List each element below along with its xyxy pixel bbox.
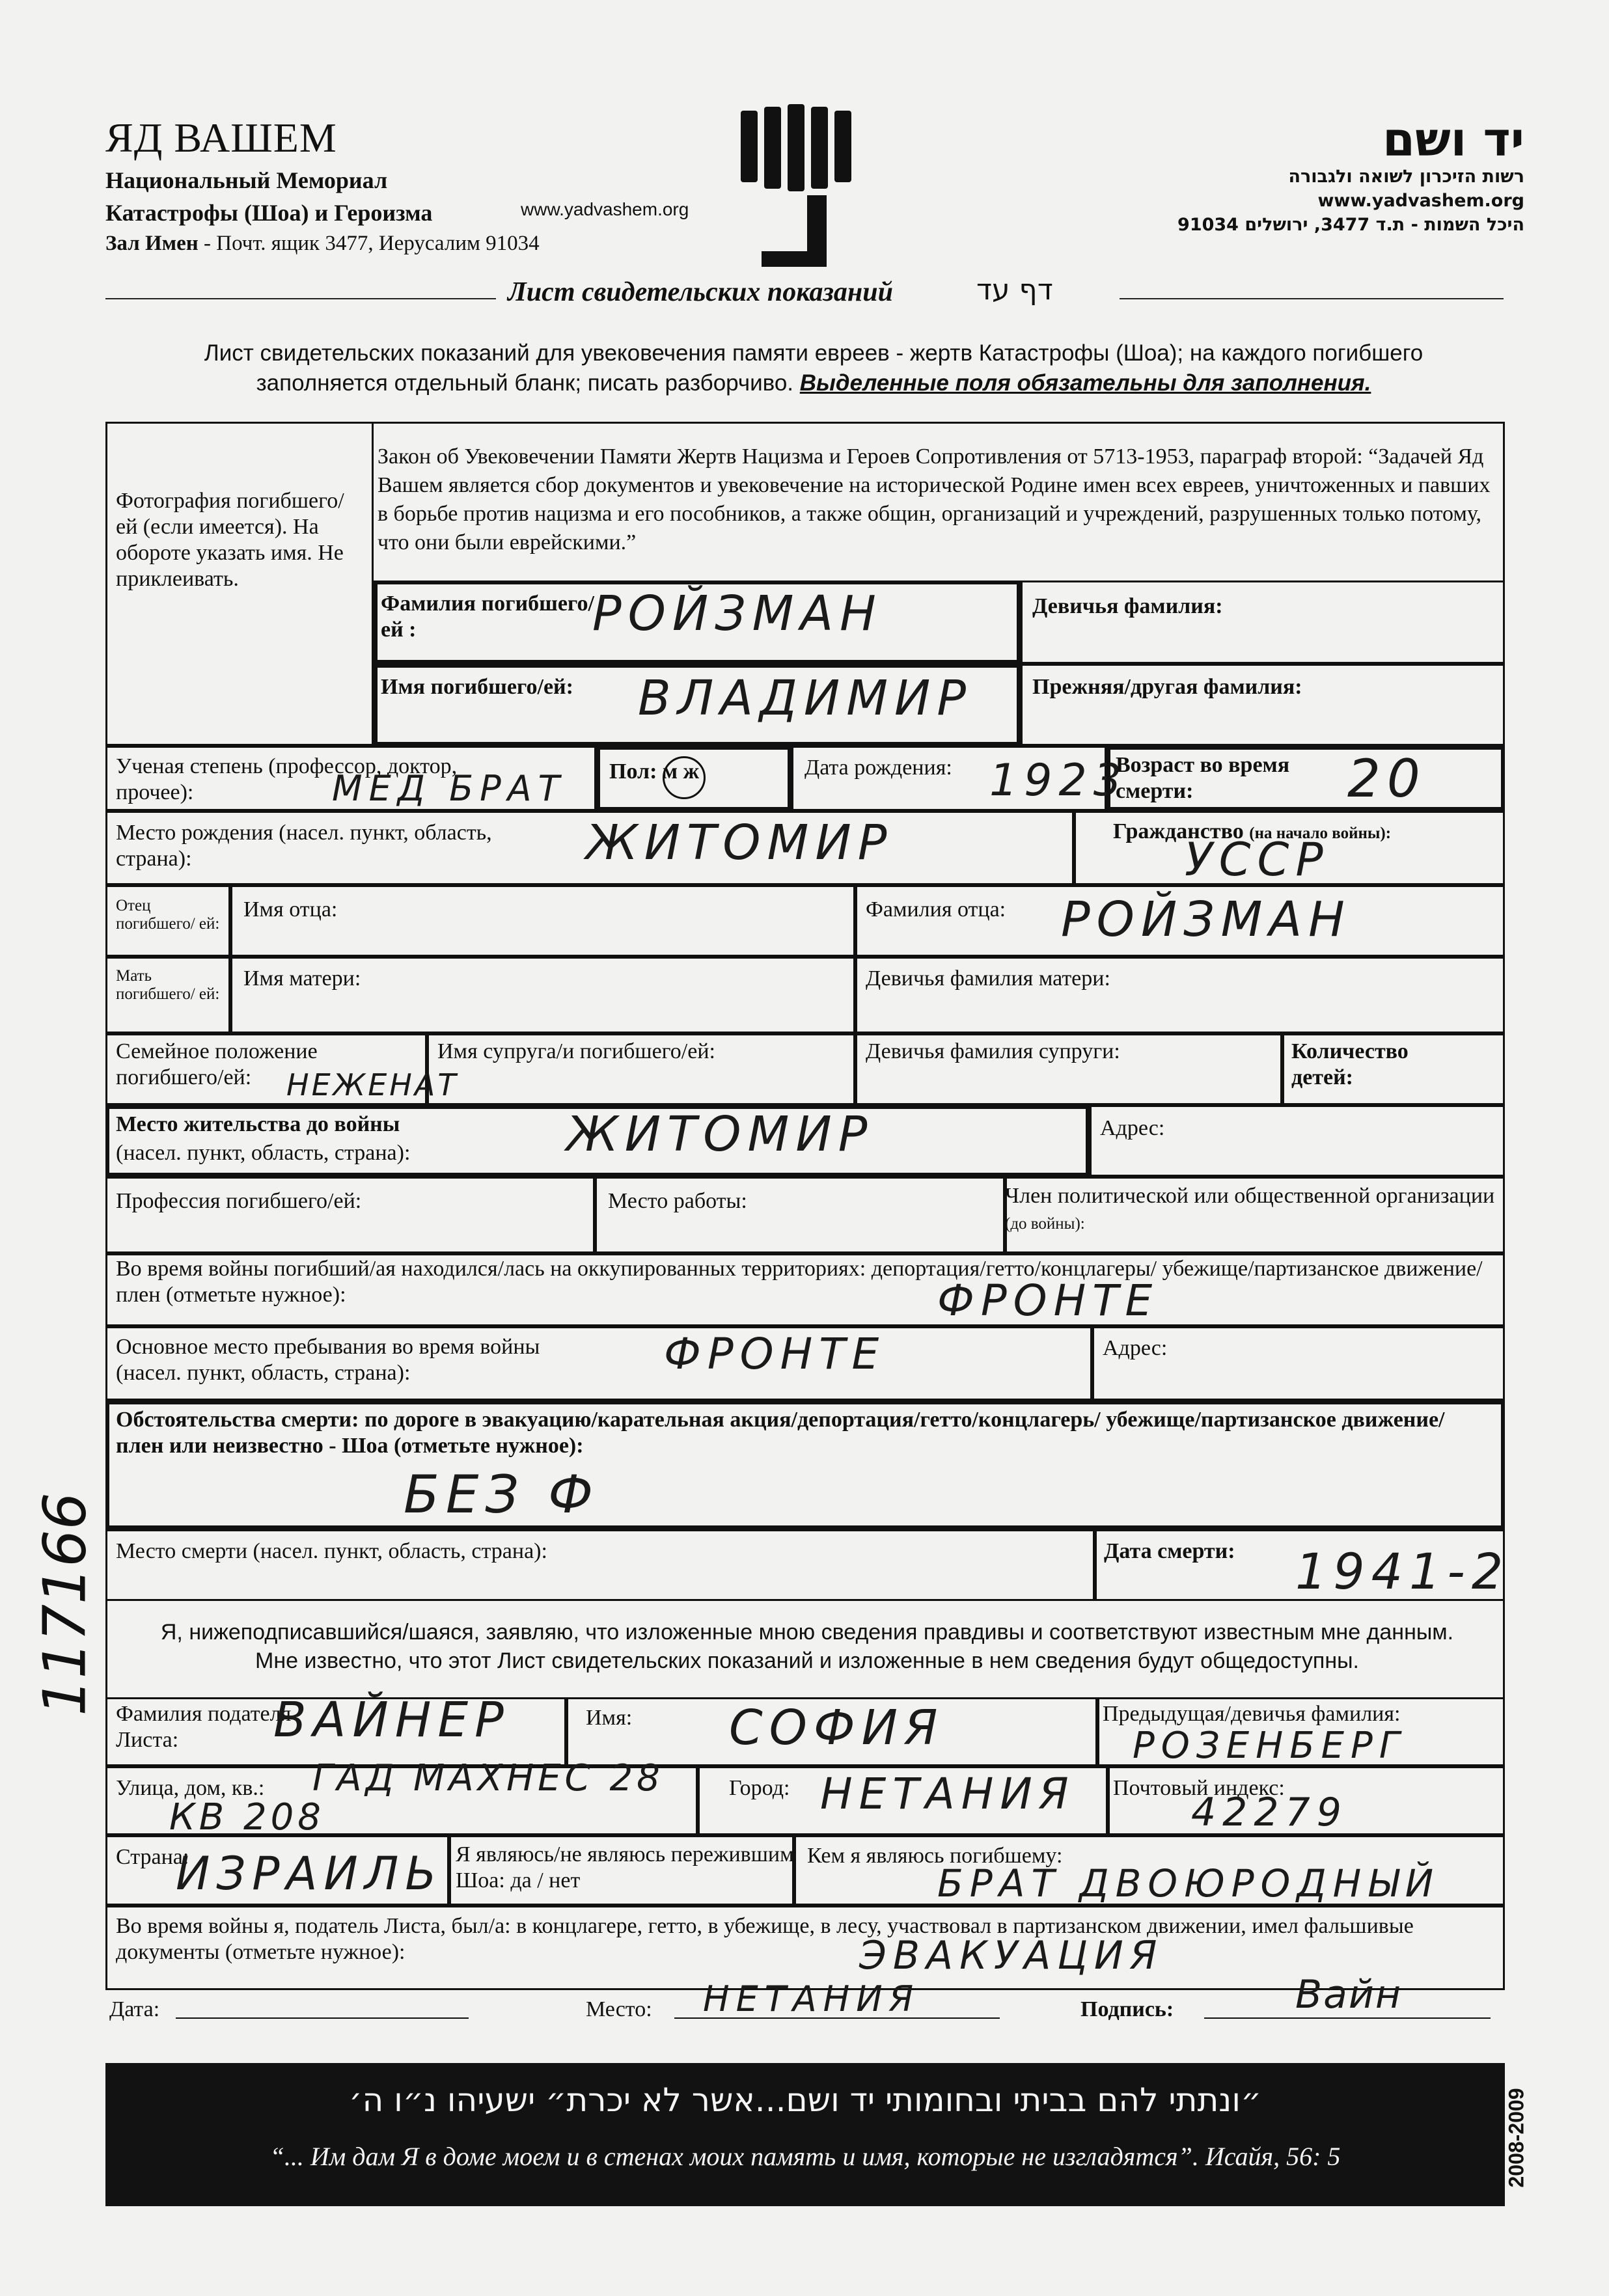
maiden-label: Девичья фамилия: — [1032, 594, 1223, 618]
degree-label: Ученая степень (профессор, доктор, прочее): — [116, 754, 458, 804]
submitter-surname-value: ВАЙНЕР — [273, 1692, 510, 1748]
father-surname-label: Фамилия отца: — [866, 897, 1006, 922]
submitter-surname-label: Фамилия подателя Листа: — [116, 1702, 292, 1752]
residence-value: ЖИТОМИР — [566, 1106, 874, 1162]
mother-maiden-label: Девичья фамилия матери: — [866, 966, 1110, 991]
death-circ-label: Обстоятельства смерти: — [116, 1408, 359, 1432]
submitter-city-value: НЕТАНИЯ — [820, 1769, 1075, 1819]
submitter-street-value2: КВ 208 — [169, 1796, 325, 1838]
name-value: ВЛАДИМИР — [638, 670, 973, 726]
spouse-maiden-label: Девичья фамилия супруги: — [866, 1039, 1120, 1063]
father-name-label: Имя отца: — [243, 897, 338, 922]
signature-value: Вайн — [1295, 1972, 1403, 2017]
submitter-city-label: Город: — [729, 1776, 790, 1800]
birth-label: Дата рождения: — [804, 756, 952, 780]
submitter-country-value: ИЗРАИЛЬ — [176, 1847, 443, 1900]
main-place-label: Основное место пребывания во время войны (насел. пункт, область, страна): — [116, 1335, 540, 1385]
submitter-zip-label: Почтовый индекс: — [1113, 1776, 1285, 1800]
divider — [1120, 298, 1504, 299]
yad-vashem-logo-icon — [736, 104, 866, 273]
member-label: Член политической или общественной организации — [1005, 1184, 1495, 1208]
death-circ-value: БЕЗ Ф — [404, 1464, 600, 1525]
form-title: Лист свидетельских показаний — [508, 277, 893, 307]
archive-number: 117166 — [31, 1492, 100, 1716]
death-place-label: Место смерти (насел. пункт, область, страна): — [116, 1539, 547, 1563]
children-label: Количество детей: — [1291, 1039, 1409, 1089]
death-date-value: 1941-2 — [1295, 1542, 1510, 1600]
father-surname-value: РОЙЗМАН — [1061, 892, 1351, 948]
submitter-country-label: Страна: — [116, 1845, 189, 1869]
survivor-label: Я являюсь/не являюсь пережившим Шоа: да / нет — [456, 1842, 794, 1893]
org-name: ЯД ВАШЕМ — [105, 115, 337, 161]
main-address-label: Адрес: — [1103, 1336, 1168, 1360]
marital-value: НЕЖЕНАТ — [286, 1067, 459, 1102]
org-name-he: יד ושם — [1382, 112, 1524, 167]
quote-russian: “... Им дам Я в доме моем и в стенах моих память и имя, которые не изгладятся”. Исайя, 56: 5 — [269, 2142, 1341, 2171]
death-circ-options: по дороге в эвакуацию/карательная акция/депортация/гетто/концлагерь/ убежище/партизанское движение/плен или неизвестно - Шоа (отметьте нужное): — [116, 1408, 1445, 1458]
mother-name-label: Имя матери: — [243, 966, 361, 991]
submitter-prev-label: Предыдущая/девичья фамилия: — [1103, 1702, 1401, 1726]
intro-text: Лист свидетельских показаний для увековечения памяти евреев - жертв Катастрофы (Шоа); на каждого погибшего заполняется отдельный бланк; писать разборчиво. Выделенные поля обязательны для заполнения. — [204, 340, 1423, 396]
marital-label: Семейное положение погибшего/ей: — [116, 1039, 318, 1089]
submitter-wartime-label: Во время войны я, податель Листа, был/а: в концлагере, гетто, в убежище, в лесу, участвовал в партизанском движении, имел фальшивые документы (отметьте нужное): — [116, 1914, 1414, 1964]
submitter-street-value: ГАД МАХНЕС 28 — [312, 1757, 664, 1799]
submitter-prev-value: РОЗЕНБЕРГ — [1133, 1725, 1407, 1767]
age-label: Возраст во время смерти: — [1116, 753, 1290, 803]
org-line2: Катастрофы (Шоа) и Героизма — [105, 200, 433, 226]
photo-note: Фотография погибшего/ей (если имеется). На обороте указать имя. Не приклеивать. — [116, 489, 344, 591]
main-place-value: ФРОНТЕ — [664, 1329, 886, 1379]
quote-hebrew: ״ונתתי להם בביתי ובחומותי יד ושם...אשר לא יכרת״ ישעיהו נ״ו ה׳ — [348, 2081, 1262, 2119]
org-address: Зал Имен - Почт. ящик 3477, Иерусалим 91034 — [105, 232, 540, 255]
degree-value: МЕД БРАТ — [332, 768, 566, 809]
citizenship-value: УССР — [1185, 833, 1330, 886]
wartime-label: Во время войны погибший/ая находился/лась на оккупированных территориях: депортация/гетто/концлагеры/ убежище/партизанское движение/плен (отметьте нужное): — [116, 1257, 1483, 1307]
residence-label: Место жительства до войны — [116, 1112, 400, 1136]
form-year: 2008-2009 — [1504, 2088, 1528, 2188]
birth-value: 1923 — [989, 755, 1129, 806]
mother-side-label: Мать погибшего/ ей: — [116, 967, 220, 1003]
org-address-he: היכל השמות - ת.ד 3477, ירושלים 91034 — [1177, 215, 1524, 235]
profession-label: Профессия погибшего/ей: — [116, 1189, 362, 1213]
address-label: Адрес: — [1100, 1116, 1165, 1140]
signature-label: Подпись: — [1080, 1997, 1174, 2021]
sex-label: Пол: м ж — [609, 759, 700, 784]
relation-label: Кем я являюсь погибшему: — [807, 1844, 1063, 1868]
submitter-street-label: Улица, дом, кв.: — [116, 1776, 265, 1800]
quote-banner — [105, 2063, 1505, 2206]
surname-label: Фамилия погибшего/ей : — [381, 592, 594, 642]
relation-value: БРАТ ДВОЮРОДНЫЙ — [937, 1861, 1440, 1906]
date-label: Дата: — [109, 1997, 160, 2021]
place-value: НЕТАНИЯ — [703, 1978, 920, 2019]
date-line[interactable] — [176, 2017, 469, 2019]
org-header-he — [1177, 112, 1524, 235]
sex-circle-mark — [663, 756, 706, 799]
spouse-label: Имя супруга/и погибшего/ей: — [437, 1039, 715, 1063]
org-header-ru — [105, 117, 540, 256]
birthplace-value: ЖИТОМИР — [586, 815, 894, 871]
submitter-name-value: СОФИЯ — [729, 1700, 944, 1756]
workplace-label: Место работы: — [608, 1189, 747, 1213]
org-line1: Национальный Мемориал — [105, 167, 388, 193]
submitter-wartime-value: ЭВАКУАЦИЯ — [859, 1933, 1164, 1978]
place-label: Место: — [586, 1997, 652, 2021]
name-label: Имя погибшего/ей: — [381, 675, 573, 699]
declaration-text: Я, нижеподписавшийся/шаяся, заявляю, что изложенные мною сведения правдивы и соответствуют известным мне данным. Мне известно, что этот Лист свидетельских показаний и изложенные в нем сведения будут общедоступны. — [160, 1620, 1454, 1673]
wartime-value: ФРОНТЕ — [937, 1276, 1159, 1326]
divider — [105, 298, 496, 299]
surname-value: РОЙЗМАН — [592, 586, 883, 642]
submitter-zip-value: 42279 — [1191, 1790, 1348, 1835]
death-date-label: Дата смерти: — [1104, 1539, 1235, 1563]
age-value: 20 — [1347, 748, 1427, 809]
website-link[interactable]: www.yadvashem.org — [521, 199, 689, 219]
law-text: Закон об Увековечении Памяти Жертв Нацизма и Героев Сопротивления от 5713-1953, параграф второй: “Задачей Яд Вашем является сбор документов и увековечение на исторической Родине имен всех евреев, уничтоженных и павших в борьбе против нацизма и его пособников, а также общин, организаций и учреждений, разрушенных только потому, что они были еврейскими.” — [378, 444, 1491, 554]
submitter-name-label: Имя: — [586, 1706, 633, 1730]
birthplace-label: Место рождения (насел. пункт, область, страна): — [116, 821, 492, 871]
org-line-he: רשות הזיכרון לשואה ולגבורה — [1288, 167, 1524, 187]
form-title-he: דף עד — [976, 273, 1053, 307]
other-surname-label: Прежняя/другая фамилия: — [1032, 675, 1302, 699]
father-side-label: Отец погибшего/ ей: — [116, 897, 220, 933]
residence-sub-label: (насел. пункт, область, страна): — [116, 1141, 411, 1165]
signature-line[interactable] — [1204, 2017, 1491, 2019]
citizenship-note: (на начало войны): — [1249, 825, 1392, 842]
member-note: (до войны): — [1005, 1215, 1085, 1233]
website-link-he[interactable]: www.yadvashem.org — [1317, 191, 1524, 211]
citizenship-label: Гражданство — [1113, 819, 1244, 843]
